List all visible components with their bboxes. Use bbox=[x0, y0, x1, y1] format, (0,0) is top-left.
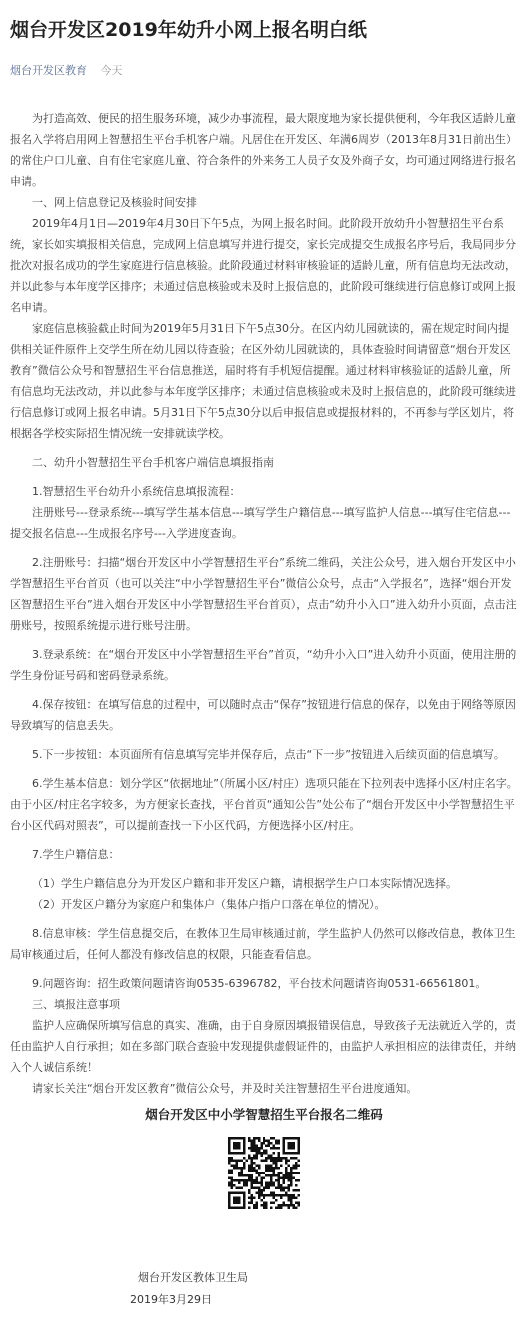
paragraph: 8.信息审核：学生信息提交后，在教体卫生局审核通过前，学生监护人仍然可以修改信息，教体卫生局审核通过后，任何人都没有修改信息的权限，只能查看信息。 bbox=[10, 927, 516, 961]
paragraph: 请家长关注“烟台开发区教育”微信公众号，并及时关注智慧招生平台进度通知。 bbox=[32, 1082, 418, 1095]
qr-title: 烟台开发区中小学智慧招生平台报名二维码 bbox=[145, 1107, 383, 1122]
signature-date: 2019年3月29日 bbox=[130, 1293, 212, 1306]
paragraph: （1）学生户籍信息分为开发区户籍和非开发区户籍，请根据学生户口本实际情况选择。 bbox=[32, 877, 457, 890]
signature bbox=[10, 1267, 518, 1311]
paragraph: 7.学生户籍信息： bbox=[32, 848, 120, 861]
paragraph: 为打造高效、便民的招生服务环境，减少办事流程，最大限度地为家长提供便利，今年我区适龄儿童报名入学将启用网上智慧招生平台手机客户端。凡居住在开发区、年满6周岁（2013年8月31日前出生）的常住户口儿童、自有住宅家庭儿童、符合条件的外来务工人员子女及外商子女，均可通过网络进行报名申请。 bbox=[10, 112, 517, 188]
paragraph: 监护人应确保所填写信息的真实、准确，由于自身原因填报错误信息，导致孩子无法就近入学的，责任由监护人自行承担；如在多部门联合查验中发现提供虚假证件的，由监护人承担相应的法律责任，并纳入个人诚信系统！ bbox=[10, 1019, 516, 1074]
paragraph: 注册账号---登录系统---填写学生基本信息---填写学生户籍信息---填写监护人信息---填写住宅信息---提交报名信息---生成报名序号---入学进度查询。 bbox=[10, 506, 511, 540]
article-meta bbox=[10, 62, 518, 78]
paragraph: 2019年4月1日—2019年4月30日下午5点，为网上报名时间。此阶段开放幼升小智慧招生平台系统，家长如实填报相关信息，完成网上信息填写并进行提交，家长完成提交生成报名序号后，我局同步分批次对报名成功的学生家庭进行信息核验。此阶段通过材料审核验证的适龄儿童，所有信息均无法改动，并以此参与本年度学区排序；未通过信息核验或未及时上报信息的，此阶段可继续进行信息修订或网上报名申请。 bbox=[10, 217, 516, 314]
paragraph: 9.问题咨询：招生政策问题请咨询0535-6396782，平台技术问题请咨询0531-66561801。 bbox=[32, 977, 487, 990]
paragraph: 6.学生基本信息：划分学区“依据地址”（所属小区/村庄）选项只能在下拉列表中选择小区/村庄名字。由于小区/村庄名字较多，为方便家长查找，平台首页“通知公告”处公布了“烟台开发区中小学智慧招生平台小区代码对照表”，可以提前查找一下小区代码，方便选择小区/村庄。 bbox=[10, 777, 518, 832]
paragraph: 三、填报注意事项 bbox=[32, 998, 120, 1011]
paragraph: 1.智慧招生平台幼升小系统信息填报流程： bbox=[32, 485, 241, 498]
paragraph: 4.保存按钮：在填写信息的过程中，可以随时点击“保存”按钮进行信息的保存，以免由于网络等原因导致填写的信息丢失。 bbox=[10, 698, 516, 732]
paragraph: 家庭信息核验截止时间为2019年5月31日下午5点30分。在区内幼儿园就读的，需在规定时间内提供相关证件原件上交学生所在幼儿园以待查验；在区外幼儿园就读的，具体查验时间请留意“烟台开发区教育”微信公众号和智慧招生平台信息推送，届时将有手机短信提醒。通过材料审核验证的适龄儿童，所有信息均无法改动，并以此参与本年度学区排序；未通过信息核验或未及时上报信息的，此阶段可继续进行信息修订或网上报名申请。5月31日下午5点30分以后申报信息或提报材料的，不再参与学区划片，将根据各学校实际招生情况统一安排就读学校。 bbox=[10, 322, 516, 440]
signature-org: 烟台开发区教体卫生局 bbox=[138, 1271, 248, 1284]
paragraph: 一、网上信息登记及核验时间安排 bbox=[32, 196, 197, 209]
paragraph: 二、幼升小智慧招生平台手机客户端信息填报指南 bbox=[32, 456, 274, 469]
paragraph: 5.下一步按钮：本页面所有信息填写完毕并保存后，点击“下一步”按钮进入后续页面的信息填写。 bbox=[32, 748, 505, 761]
paragraph: 3.登录系统：在“烟台开发区中小学智慧招生平台”首页，“幼升小入口”进入幼升小页面，使用注册的学生身份证号码和密码登录系统。 bbox=[10, 648, 517, 682]
qr-code-icon bbox=[228, 1137, 300, 1209]
account-link[interactable]: 烟台开发区教育 bbox=[10, 64, 87, 77]
article-body bbox=[10, 108, 518, 1099]
publish-date: 今天 bbox=[100, 64, 123, 77]
article-title: 烟台开发区2019年幼升小网上报名明白纸 bbox=[10, 19, 367, 41]
paragraph: 2.注册账号：扫描“烟台开发区中小学智慧招生平台”系统二维码，关注公众号，进入烟台开发区中小学智慧招生平台首页（也可以关注“中小学智慧招生平台”微信公众号，点击“入学报名”，选择“烟台开发区智慧招生平台”进入烟台开发区中小学智慧招生平台首页），点击“幼升小入口”进入幼升小页面，点击注册账号，按照系统提示进行账号注册。 bbox=[10, 556, 517, 632]
paragraph: （2）开发区户籍分为家庭户和集体户（集体户指户口落在单位的情况）。 bbox=[32, 898, 386, 911]
